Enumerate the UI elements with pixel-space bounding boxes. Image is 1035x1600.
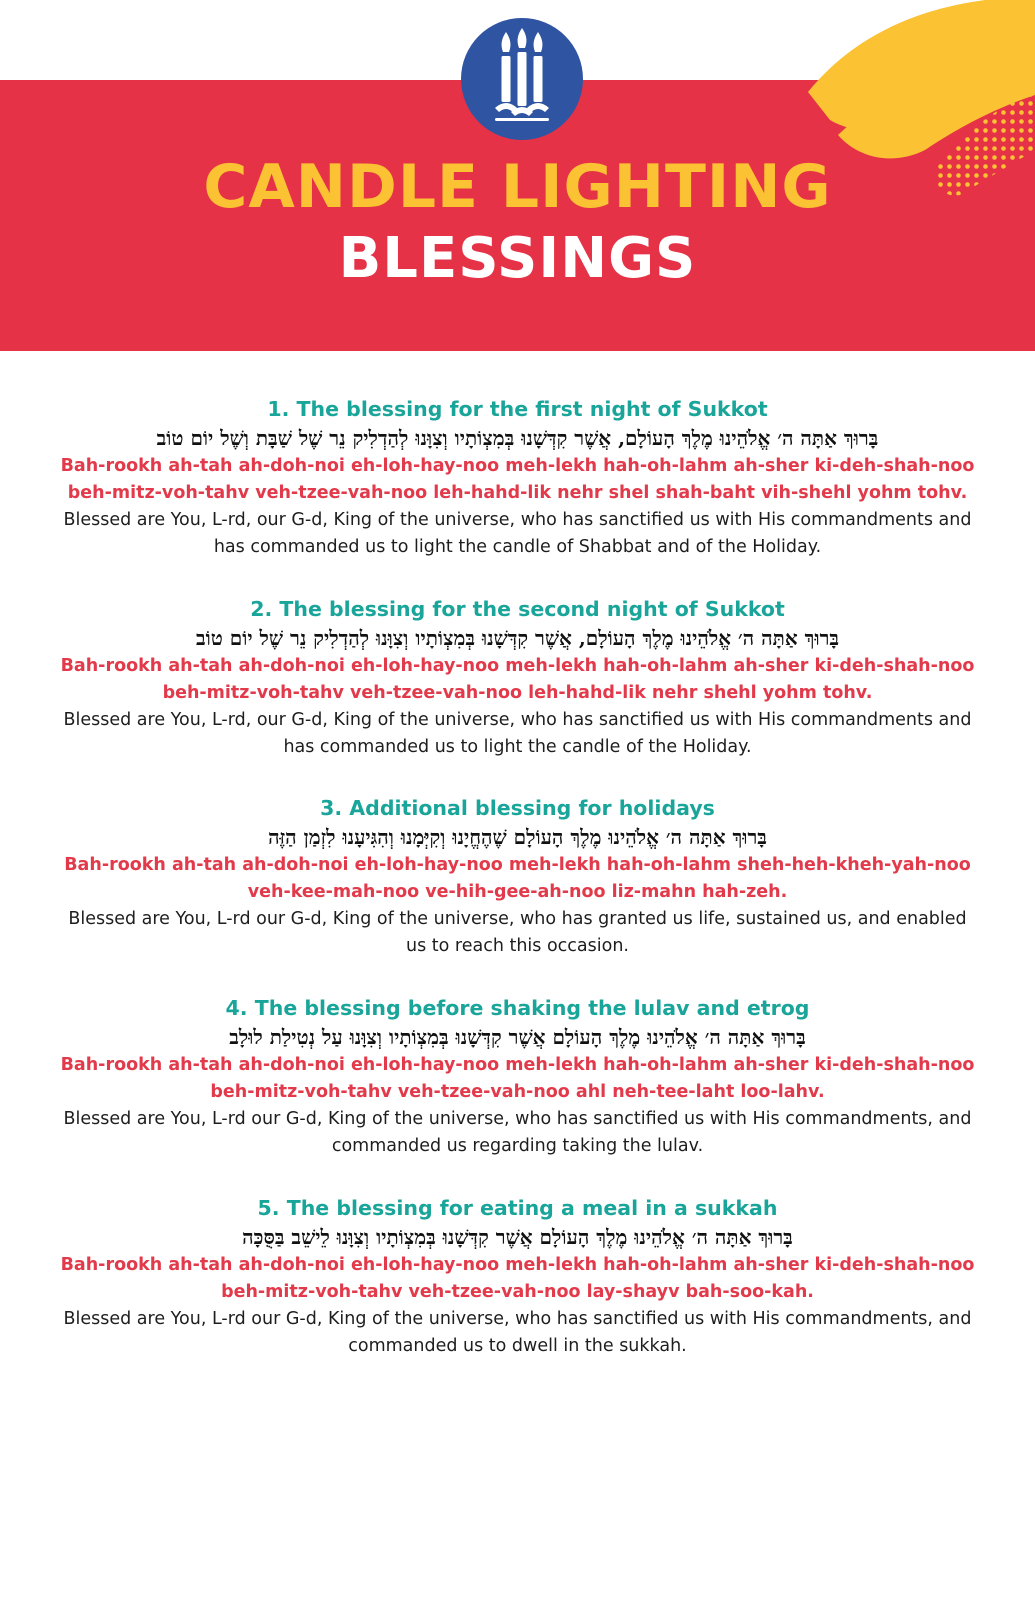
blessing-hebrew: בָּרוּךְ אַתָּה ה׳ אֱלֹהֵינוּ מֶלֶךְ הָעוֹלָם אֲשֶׁר קִדְּשָׁנוּ בְּמִצְוֹתָיו וְצִוָּנוּ לֵישֵׁב בַּסֻּכָּה [242, 1225, 793, 1249]
blessings-list [56, 395, 979, 1360]
blessing-transliteration: Bah-rookh ah-tah ah-doh-noi eh-loh-hay-noo meh-lekh hah-oh-lahm ah-sher ki-deh-shah-noo beh-mitz-voh-tahv veh-tzee-vah-noo lay-shayv bah-soo-kah. [60, 1255, 975, 1302]
blessing-transliteration: Bah-rookh ah-tah ah-doh-noi eh-loh-hay-noo meh-lekh hah-oh-lahm sheh-heh-kheh-yah-noo veh-kee-mah-noo ve-hih-gee-ah-noo liz-mahn hah-zeh. [64, 855, 971, 902]
blessing-transliteration: Bah-rookh ah-tah ah-doh-noi eh-loh-hay-noo meh-lekh hah-oh-lahm ah-sher ki-deh-shah-noo beh-mitz-voh-tahv veh-tzee-vah-noo leh-hahd-lik nehr shel shah-baht vih-shehl yohm tohv. [60, 456, 975, 503]
title-candle-lighting: CANDLE LIGHTING [203, 152, 832, 222]
blessing-title: 1. The blessing for the first night of Sukkot [267, 397, 768, 421]
three-candles-icon [461, 18, 583, 140]
blessing-hebrew: בָּרוּךְ אַתָּה ה׳ אֱלֹהֵינוּ מֶלֶךְ הָעוֹלָם, אֲשֶׁר קִדְּשָׁנוּ בְּמִצְוֹתָיו וְצִוָּנוּ לְהַדְלִיק נֵר שֶׁל שַׁבָּת וְשֶׁל יוֹם טוֹב [156, 426, 879, 450]
blessing-english: Blessed are You, L-rd, our G-d, King of the universe, who has sanctified us with His commandments and has commanded us to light the candle of Shabbat and of the Holiday. [63, 510, 972, 557]
blessing-title: 2. The blessing for the second night of Sukkot [250, 597, 785, 621]
blessing-sukkah-meal [56, 1194, 979, 1360]
blessing-title: 3. Additional blessing for holidays [320, 796, 715, 820]
blessing-title: 4. The blessing before shaking the lulav and etrog [225, 996, 810, 1020]
blessing-hebrew: בָּרוּךְ אַתָּה ה׳ אֱלֹהֵינוּ מֶלֶךְ הָעוֹלָם שֶׁהֶחֱיָנוּ וְקִיְּמָנוּ וְהִגִּיעָנוּ לִזְמַן הַזֶּה [268, 825, 767, 849]
blessing-title: 5. The blessing for eating a meal in a sukkah [257, 1196, 778, 1220]
blessing-transliteration: Bah-rookh ah-tah ah-doh-noi eh-loh-hay-noo meh-lekh hah-oh-lahm ah-sher ki-deh-shah-noo beh-mitz-voh-tahv veh-tzee-vah-noo ahl neh-tee-laht loo-lahv. [60, 1055, 975, 1102]
blessing-transliteration: Bah-rookh ah-tah ah-doh-noi eh-loh-hay-noo meh-lekh hah-oh-lahm ah-sher ki-deh-shah-noo beh-mitz-voh-tahv veh-tzee-vah-noo leh-hahd-lik nehr shehl yohm tohv. [60, 656, 975, 703]
title-blessings: BLESSINGS [338, 226, 697, 291]
blessing-english: Blessed are You, L-rd our G-d, King of the universe, who has granted us life, sustained us, and enabled us to reach this occasion. [68, 909, 967, 956]
blessing-first-night [56, 395, 979, 561]
blessing-second-night [56, 595, 979, 761]
blessing-english: Blessed are You, L-rd, our G-d, King of the universe, who has sanctified us with His commandments and has commanded us to light the candle of the Holiday. [63, 710, 972, 757]
blessing-hebrew: בָּרוּךְ אַתָּה ה׳ אֱלֹהֵינוּ מֶלֶךְ הָעוֹלָם, אֲשֶׁר קִדְּשָׁנוּ בְּמִצְוֹתָיו וְצִוָּנוּ לְהַדְלִיק נֵר שֶׁל יוֹם טוֹב [195, 626, 840, 650]
blessing-hebrew: בָּרוּךְ אַתָּה ה׳ אֱלֹהֵינוּ מֶלֶךְ הָעוֹלָם אֲשֶׁר קִדְּשָׁנוּ בְּמִצְוֹתָיו וְצִוָּנוּ עַל נְטִילַת לוּלָב [229, 1025, 806, 1049]
blessing-holidays [56, 794, 979, 960]
blessing-english: Blessed are You, L-rd our G-d, King of the universe, who has sanctified us with His commandments, and commanded us to dwell in the sukkah. [63, 1309, 972, 1356]
blessing-lulav-etrog [56, 994, 979, 1160]
logo-badge [461, 18, 583, 140]
blessing-english: Blessed are You, L-rd our G-d, King of the universe, who has sanctified us with His commandments, and commanded us regarding taking the lulav. [63, 1109, 972, 1156]
